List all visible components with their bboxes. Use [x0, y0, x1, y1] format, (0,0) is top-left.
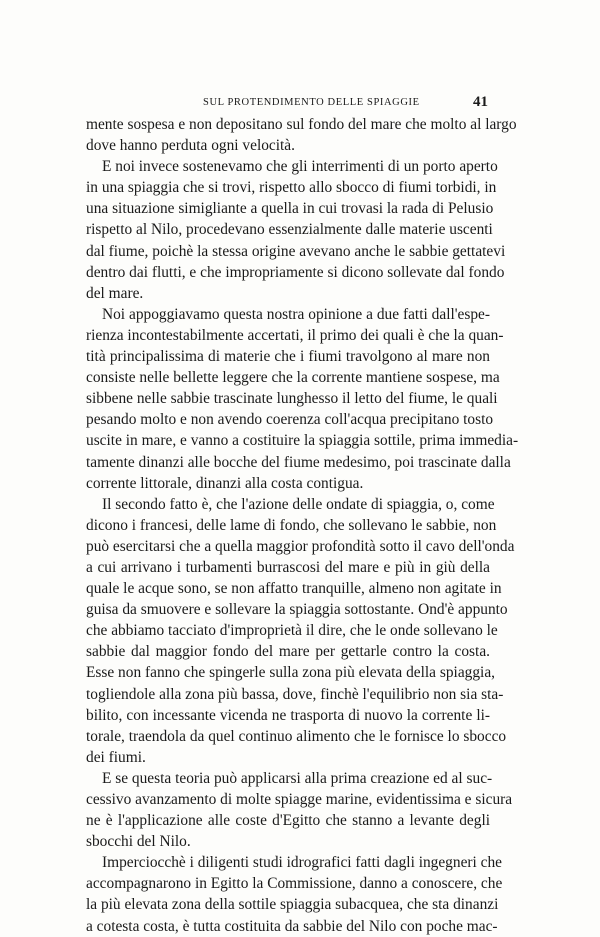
text-line: Imperciocchè i diligenti studi idrografici fatti dagli ingegneri che — [102, 854, 503, 872]
text-line: ne è l'applicazione alle coste d'Egitto che stanno a levante degli — [86, 812, 490, 830]
paragraph — [86, 852, 503, 936]
text-line: pesando molto e non avendo coerenza coll'acqua precipitano tosto — [86, 411, 494, 429]
body-text — [86, 114, 519, 937]
text-line: sabbie dal maggior fondo del mare per gettarle contro la costa. — [86, 643, 490, 661]
text-line: Noi appoggiavamo questa nostra opinione a due fatti dall'espe- — [102, 305, 490, 323]
text-line: corrente littorale, dinanzi alla costa contigua. — [86, 474, 364, 492]
text-line: rispetto al Nilo, procedevano essenzialmente dalle materie uscenti — [86, 221, 493, 239]
text-line: una situazione simigliante a quella in cui trovasi la rada di Pelusio — [86, 200, 494, 218]
text-line: del mare. — [86, 284, 144, 302]
text-line: guisa da smuovere e sollevare la spiaggia sottostante. Ond'è appunto — [86, 601, 508, 619]
text-line: a cotesta costa, è tutta costituita da sabbie del Nilo con poche mac- — [86, 917, 498, 935]
text-line: uscite in mare, e vanno a costituire la spiaggia sottile, prima immedia- — [86, 432, 519, 450]
text-line: la più elevata zona della sottile spiaggia subacquea, che sta dinanzi — [86, 896, 499, 914]
text-line: a cui arrivano i turbamenti burrascosi del mare e più in giù della — [86, 558, 490, 576]
paragraph — [86, 114, 517, 156]
text-line: mente sospesa e non depositano sul fondo del mare che molto al largo — [86, 116, 517, 133]
text-line: Esse non fanno che spingerle sulla zona più elevata della spiaggia, — [86, 664, 495, 682]
text-line: Il secondo fatto è, che l'azione delle ondate di spiaggia, o, come — [102, 495, 495, 513]
paragraph — [86, 304, 519, 494]
page-number: 41 — [473, 94, 488, 110]
text-line: può esercitarsi che a quella maggior profondità sotto il cavo dell'onda — [86, 537, 515, 555]
text-line: che abbiamo tacciato d'improprietà il dire, che le onde sollevano le — [86, 622, 498, 640]
text-line: dal fiume, poichè la stessa origine avevano anche le sabbie gettatevi — [86, 242, 506, 260]
text-line: dicono i francesi, delle lame di fondo, che sollevano le sabbie, non — [86, 516, 497, 534]
text-line: accompagnarono in Egitto la Commissione, danno a conoscere, che — [86, 875, 503, 893]
text-line: sibbene nelle sabbie trascinate lunghesso il letto del fiume, le quali — [86, 390, 498, 408]
paragraph — [86, 494, 515, 768]
text-line: rienza incontestabilmente accertati, il primo dei quali è che la quan- — [86, 326, 504, 344]
text-line: quale le acque sono, se non affatto tranquille, almeno non agitate in — [86, 580, 502, 598]
text-line: in una spiaggia che si trovi, rispetto allo sbocco di fiumi torbidi, in — [86, 179, 497, 197]
text-line: consiste nelle bellette leggere che la corrente mantiene sospese, ma — [86, 369, 500, 387]
text-line: tità principalissima di materie che i fiumi travolgono al mare non — [86, 348, 490, 366]
text-line: dei fiumi. — [86, 748, 146, 766]
text-line: dove hanno perduta ogni velocità. — [86, 137, 295, 155]
paragraph — [86, 768, 513, 852]
paragraph — [86, 156, 506, 304]
text-line: togliendole alla zona più bassa, dove, finchè l'equilibrio non sia sta- — [86, 685, 504, 703]
text-line: sbocchi del Nilo. — [86, 833, 191, 851]
text-line: E noi invece sostenevamo che gli interrimenti di un porto aperto — [102, 158, 498, 176]
text-line: bilito, con incessante vicenda ne trasporta di nuovo la corrente li- — [86, 706, 490, 724]
text-line: torale, traendola da quel continuo alimento che le fornisce lo sbocco — [86, 727, 507, 745]
text-line: tamente dinanzi alle bocche del fiume medesimo, poi trascinate dalla — [86, 453, 511, 471]
page-header — [86, 94, 490, 116]
text-line: cessivo avanzamento di molte spiagge marine, evidentissima e sicura — [86, 791, 513, 808]
text-line: dentro dai flutti, e che impropriamente si dicono sollevate dal fondo — [86, 263, 505, 281]
text-line: E se questa teoria può applicarsi alla prima creazione ed al suc- — [102, 769, 493, 787]
running-head: SUL PROTENDIMENTO DELLE SPIAGGIE — [203, 97, 420, 108]
